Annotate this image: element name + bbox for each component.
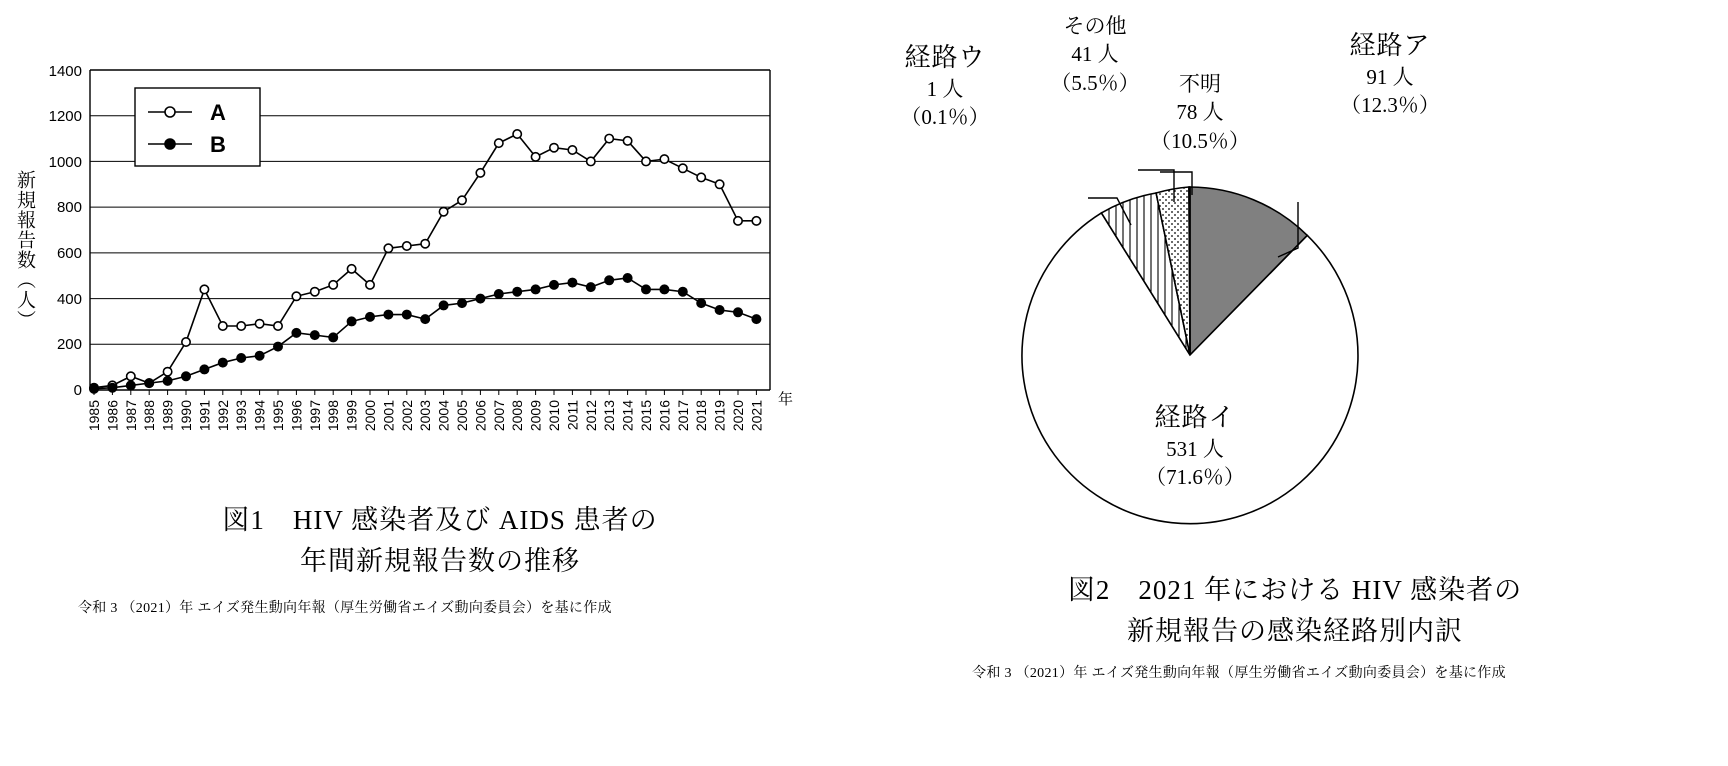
pie-label-keiro-u-name: 経路ウ [904,43,986,72]
svg-text:1995: 1995 [270,400,286,432]
svg-text:2021: 2021 [748,400,765,432]
data-point-a [458,196,466,204]
svg-text:1990: 1990 [178,400,194,432]
data-point-b [311,331,319,339]
data-point-a [439,208,447,216]
pie-label-keiro-i-count: 531 人 [1166,437,1224,462]
pie-label-keiro-a [1290,28,1490,120]
svg-text:1987: 1987 [122,400,139,432]
data-point-b [605,276,613,284]
data-point-a [403,242,411,250]
svg-text:1988: 1988 [141,400,158,432]
svg-text:2000: 2000 [362,400,378,432]
pie-label-keiro-a-count: 91 人 [1366,65,1414,90]
svg-text:1998: 1998 [325,400,342,432]
svg-text:2002: 2002 [398,400,415,432]
data-point-b [347,317,355,325]
data-point-b [513,288,521,296]
data-point-b [568,278,576,286]
figure-1-source: 令和 3 （2021）年 エイズ発生動向年報（厚生労働省エイズ動向委員会）を基に作成 [78,601,612,616]
data-point-b [163,377,171,385]
data-point-a [495,139,503,147]
svg-text:2017: 2017 [674,400,691,432]
svg-text:2010: 2010 [546,400,562,432]
data-point-a [734,217,742,225]
data-point-b [182,372,190,380]
svg-text:2011: 2011 [564,400,581,431]
pie-label-keiro-u-count: 1 人 [926,77,964,102]
data-point-b [292,329,300,337]
svg-text:2012: 2012 [582,400,599,432]
data-point-a [568,146,576,154]
svg-text:2013: 2013 [601,400,618,432]
svg-text:1400: 1400 [48,63,82,80]
y-axis-label: 新規報告数（人） [14,170,35,330]
data-point-a [347,265,355,273]
series-line-a [94,134,756,388]
data-point-a [237,322,245,330]
pie-label-keiro-i-pct: （71.6％） [1145,465,1245,490]
pie-label-keiro-a-name: 経路ア [1349,31,1431,60]
pie-label-fumei [1110,70,1290,155]
svg-text:2019: 2019 [711,400,728,432]
pie-label-fumei-name: 不明 [1179,72,1221,96]
data-point-a [329,281,337,289]
line-chart [30,60,830,480]
svg-text:0: 0 [73,382,82,399]
data-point-b [550,281,558,289]
svg-text:2014: 2014 [619,400,636,432]
svg-text:2003: 2003 [417,400,434,432]
data-point-b [274,342,282,350]
data-point-a [697,173,705,181]
data-point-b [715,306,723,314]
data-point-b [237,354,245,362]
data-point-b [623,274,631,282]
data-point-b [127,381,135,389]
data-point-a [421,240,429,248]
data-point-a [513,130,521,138]
svg-text:200: 200 [56,336,82,353]
svg-text:2001: 2001 [380,400,397,432]
pie-label-keiro-i-name: 経路イ [1154,403,1236,432]
data-point-b [697,299,705,307]
data-point-a [163,368,171,376]
data-point-a [715,180,723,188]
data-point-a [255,320,263,328]
data-point-a [623,137,631,145]
data-point-b [90,385,98,393]
x-tick-labels [86,390,793,431]
svg-text:1989: 1989 [159,400,176,432]
figure-1-caption [40,500,840,581]
pie-label-keiro-a-pct: （12.3％） [1340,93,1440,118]
data-point-b [734,308,742,316]
svg-text:1996: 1996 [288,400,305,432]
svg-text:2005: 2005 [454,400,470,432]
data-point-a [550,144,558,152]
figure-1-caption-line1: 図1 HIV 感染者及び AIDS 患者の [222,505,658,535]
data-point-a [292,292,300,300]
pie-label-sonota-count: 41 人 [1071,42,1119,67]
svg-text:1993: 1993 [233,400,250,432]
data-point-b [219,358,227,366]
data-point-b [108,384,116,392]
pie-label-fumei-pct: （10.5％） [1150,128,1250,153]
svg-text:2009: 2009 [527,400,544,432]
data-point-b [384,310,392,318]
svg-text:年: 年 [778,391,794,408]
pie-label-fumei-count: 78 人 [1176,100,1224,125]
data-point-a [752,217,760,225]
svg-text:800: 800 [56,199,82,216]
data-point-b [642,285,650,293]
svg-text:2008: 2008 [509,400,526,432]
data-point-b [255,352,263,360]
data-point-b [587,283,595,291]
svg-text:1200: 1200 [48,108,82,125]
data-point-b [145,379,153,387]
svg-text:2018: 2018 [693,400,710,432]
svg-text:2020: 2020 [730,400,746,432]
figure-2-caption-line2: 新規報告の感染経路別内訳 [1127,615,1463,646]
data-point-b [366,313,374,321]
data-point-a [311,288,319,296]
data-point-a [476,169,484,177]
data-point-b [439,301,447,309]
data-point-b [476,294,484,302]
data-point-a [200,285,208,293]
svg-text:1997: 1997 [306,400,323,432]
svg-text:1999: 1999 [343,400,360,432]
pie-label-sonota-name: その他 [1063,14,1127,38]
legend [135,88,260,166]
data-point-b [403,310,411,318]
data-point-a [127,372,135,380]
y-tick-labels [49,63,82,399]
data-point-b [752,315,760,323]
data-point-a [605,134,613,142]
svg-text:2004: 2004 [435,400,452,432]
data-point-b [679,288,687,296]
figure-1-caption-line2: 年間新規報告数の推移 [300,545,580,576]
data-point-b [329,333,337,341]
figure-2-source: 令和 3 （2021）年 エイズ発生動向年報（厚生労働省エイズ動向委員会）を基に作成 [972,666,1506,681]
data-point-a [274,322,282,330]
data-point-b [531,285,539,293]
data-point-b [458,299,466,307]
data-point-a [679,164,687,172]
data-point-a [587,157,595,165]
legend-label-a: A [210,100,226,125]
svg-text:1991: 1991 [196,400,213,432]
svg-text:1985: 1985 [86,400,102,432]
data-point-b [200,365,208,373]
svg-text:2016: 2016 [656,400,673,432]
figure-2-caption-line1: 図2 2021 年における HIV 感染者の [1067,575,1523,605]
data-point-b [660,285,668,293]
data-point-a [219,322,227,330]
data-point-b [495,290,503,298]
svg-text:1992: 1992 [214,400,231,432]
svg-text:1986: 1986 [104,400,121,432]
svg-text:2015: 2015 [638,400,654,432]
line-chart-svg [30,60,830,480]
svg-text:1000: 1000 [48,154,82,171]
data-point-a [660,155,668,163]
data-point-b [421,315,429,323]
svg-text:600: 600 [56,245,82,262]
data-point-a [531,153,539,161]
data-point-a [182,338,190,346]
svg-text:1994: 1994 [251,400,268,432]
figure-2-caption [880,570,1710,651]
pie-label-keiro-i [1085,400,1305,492]
data-point-a [642,157,650,165]
svg-text:400: 400 [56,291,82,308]
svg-text:2006: 2006 [472,400,489,432]
legend-label-b: B [210,132,226,157]
pie-label-keiro-u-pct: （0.1％） [900,105,990,130]
pie-label-sonota-pct: （5.5％） [1050,70,1140,95]
data-point-a [366,281,374,289]
figure-2 [860,0,1728,766]
series-layer [90,130,761,393]
data-point-a [384,244,392,252]
x-tick-marks [94,390,756,395]
series-line-b [94,278,756,389]
svg-text:2007: 2007 [490,400,507,432]
